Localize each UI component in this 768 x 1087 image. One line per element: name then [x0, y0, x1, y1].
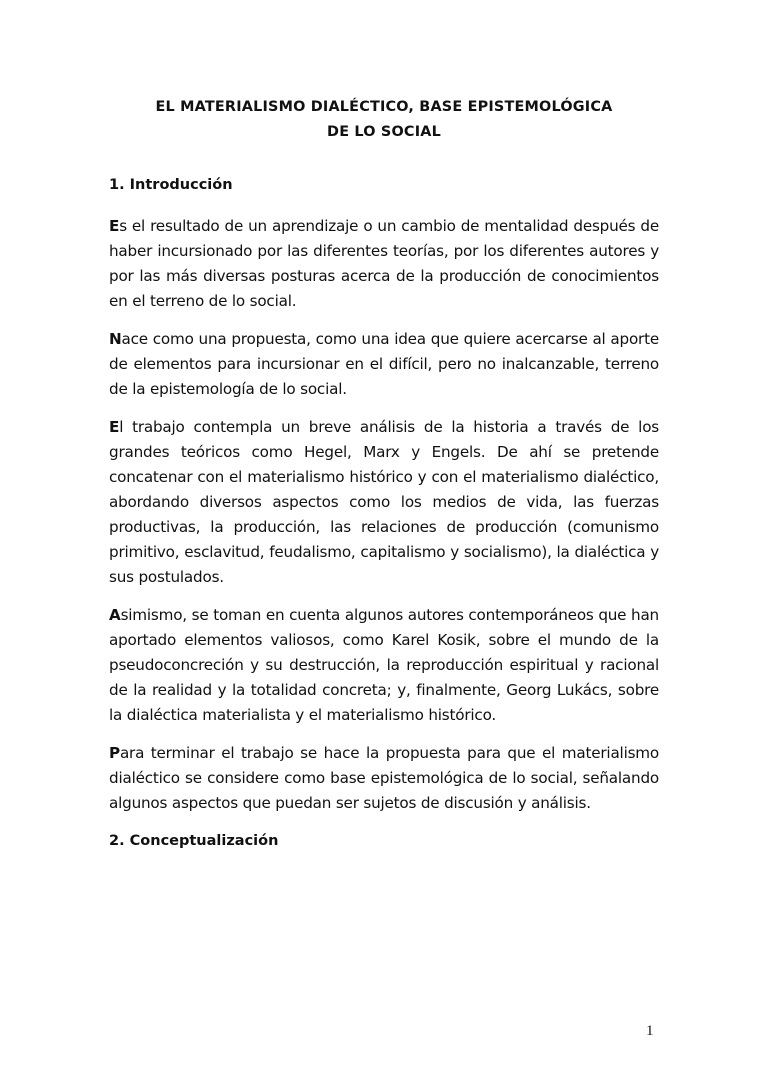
- paragraph-1: [109, 214, 659, 314]
- document-page: [109, 95, 659, 870]
- document-title: [109, 95, 659, 145]
- paragraph-2-initial: N: [109, 330, 122, 348]
- paragraph-5-text: ara terminar el trabajo se hace la propuesta para que el materialismo dialéctico se considere como base epistemológica de lo social, señalando algunos aspectos que puedan ser sujetos de discusión y análisis.: [109, 744, 659, 812]
- page-number: 1: [646, 1023, 654, 1039]
- paragraph-4-text: simismo, se toman en cuenta algunos autores contemporáneos que han aportado elementos valiosos, como Karel Kosik, sobre el mundo de la pseudoconcreción y su destrucción, la reproducción espiritual y racional de la realidad y la totalidad concreta; y, finalmente, Georg Lukács, sobre la dialéctica materialista y el materialismo histórico.: [109, 606, 659, 724]
- section-heading-introduccion: 1. Introducción: [109, 177, 233, 193]
- paragraph-3-initial: E: [109, 418, 120, 436]
- paragraph-2-text: ace como una propuesta, como una idea que quiere acercarse al aporte de elementos para incursionar en el difícil, pero no inalcanzable, terreno de la epistemología de lo social.: [109, 330, 659, 398]
- paragraph-3: [109, 415, 659, 590]
- paragraph-4-initial: A: [109, 606, 121, 624]
- paragraph-5-initial: P: [109, 744, 120, 762]
- paragraph-2: [109, 327, 659, 402]
- paragraph-3-text: l trabajo contempla un breve análisis de la historia a través de los grandes teóricos como Hegel, Marx y Engels. De ahí se pretende concatenar con el materialismo histórico y con el materialismo dialéctico, abordando diversos aspectos como los medios de vida, las fuerzas productivas, la producción, las relaciones de producción (comunismo primitivo, esclavitud, feudalismo, capitalismo y socialismo), la dialéctica y sus postulados.: [109, 418, 659, 586]
- paragraph-1-initial: E: [109, 217, 120, 235]
- title-line-1: EL MATERIALISMO DIALÉCTICO, BASE EPISTEMOLÓGICA: [155, 99, 613, 115]
- title-line-2: DE LO SOCIAL: [327, 124, 441, 140]
- section-heading-conceptualizacion: 2. Conceptualización: [109, 833, 279, 849]
- paragraph-1-text: s el resultado de un aprendizaje o un cambio de mentalidad después de haber incursionado por las diferentes teorías, por los diferentes autores y por las más diversas posturas acerca de la producción de conocimientos en el terreno de lo social.: [109, 217, 659, 310]
- paragraph-5: [109, 741, 659, 816]
- paragraph-4: [109, 603, 659, 728]
